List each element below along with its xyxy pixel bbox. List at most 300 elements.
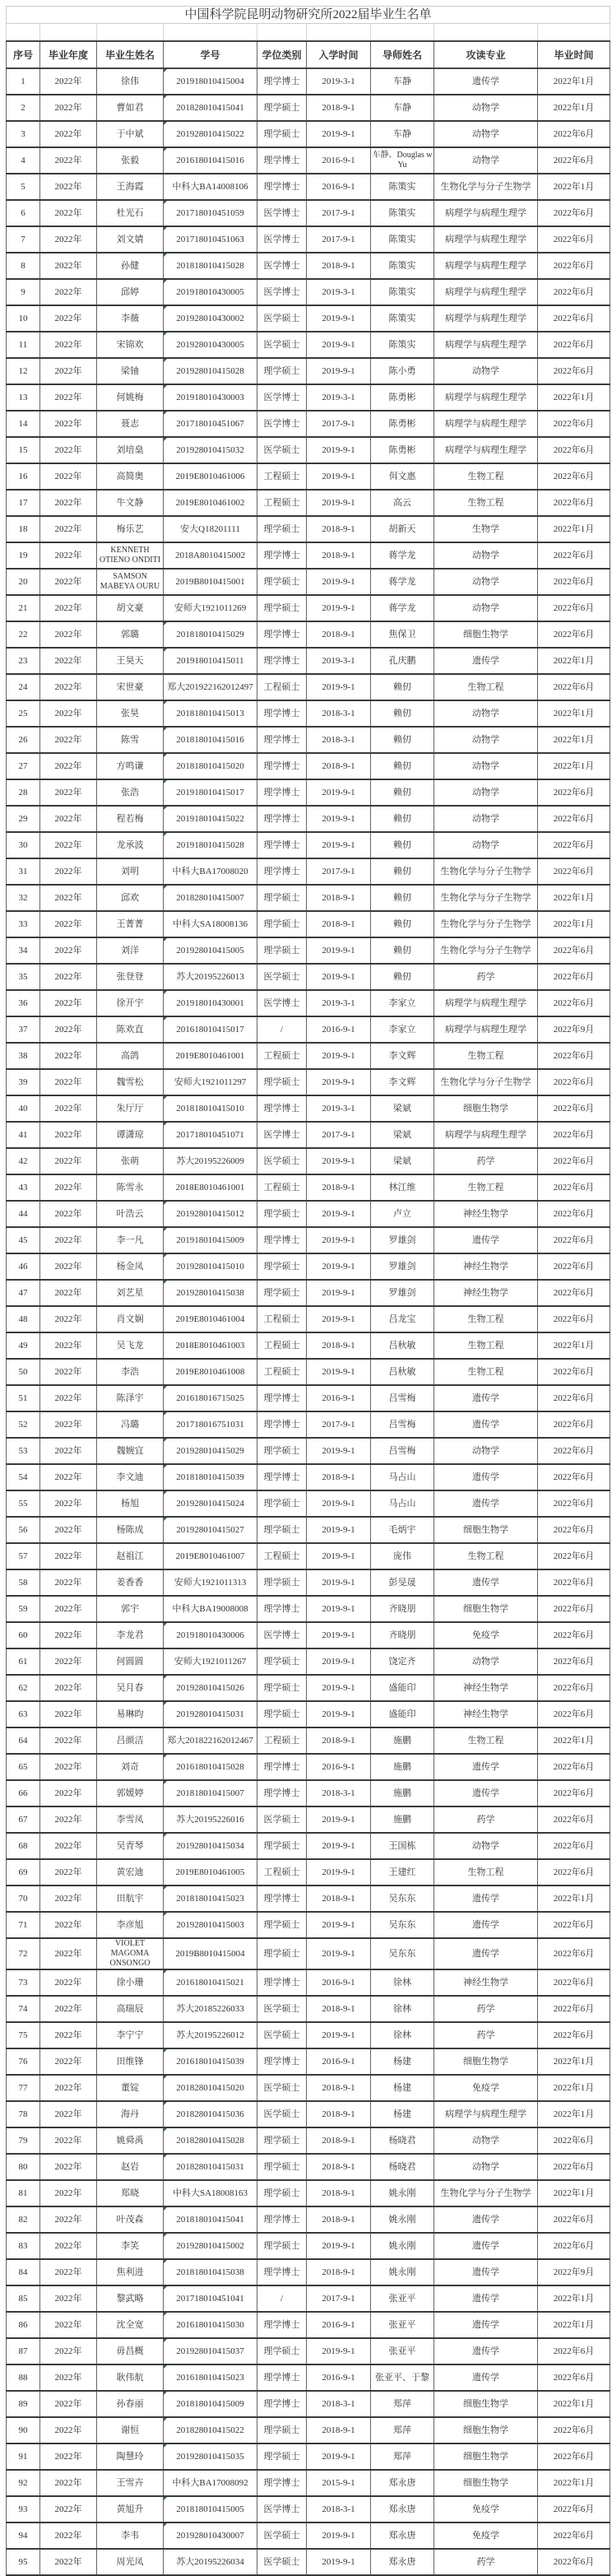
table-row	[7, 2338, 610, 2364]
header-year: 毕业年度	[40, 41, 97, 68]
cell-degree: 理学博士	[257, 2206, 307, 2233]
cell-major: 病理学与病理生理学	[434, 384, 538, 411]
cell-graduation-date: 2022年1月	[538, 753, 610, 779]
cell-entry-date: 2018-9-1	[307, 95, 371, 121]
cell-student-id: 2019E8010461008	[164, 1359, 257, 1385]
cell-year: 2022年	[40, 832, 97, 858]
cell-seq: 44	[7, 1201, 40, 1227]
cell-graduation-date: 2022年6月	[538, 2154, 610, 2180]
cell-seq: 24	[7, 674, 40, 700]
cell-student-id: 201818010415020	[164, 753, 257, 779]
cell-student-id: 2019E8010461001	[164, 1043, 257, 1069]
cell-seq: 18	[7, 516, 40, 542]
cell-advisor: 陈勇彬	[371, 437, 434, 463]
cell-degree: 理学博士	[257, 727, 307, 753]
cell-seq: 71	[7, 1912, 40, 1938]
cell-seq: 68	[7, 1833, 40, 1859]
cell-graduation-date: 2022年6月	[538, 779, 610, 806]
cell-major: 病理学与病理生理学	[434, 226, 538, 253]
cell-advisor: 车静	[371, 68, 434, 95]
cell-advisor: 盛能印	[371, 1701, 434, 1727]
cell-entry-date: 2018-9-1	[307, 2154, 371, 2180]
cell-graduation-date: 2022年6月	[538, 1543, 610, 1569]
cell-name: 于中斌	[97, 121, 164, 147]
cell-student-id: 201918010430003	[164, 384, 257, 411]
cell-year: 2022年	[40, 1490, 97, 1517]
cell-seq: 9	[7, 279, 40, 305]
cell-entry-date: 2019-9-1	[307, 2338, 371, 2364]
cell-name: 赵祖江	[97, 1543, 164, 1569]
cell-year: 2022年	[40, 1622, 97, 1648]
cell-major: 遗传学	[434, 1938, 538, 1969]
cell-year: 2022年	[40, 1754, 97, 1780]
cell-name: 高鸽	[97, 1043, 164, 1069]
cell-entry-date: 2019-9-1	[307, 1938, 371, 1969]
table-row	[7, 1517, 610, 1543]
table-row	[7, 1122, 610, 1148]
table-row	[7, 200, 610, 226]
cell-major: 动物学	[434, 2154, 538, 2180]
cell-name: 田航宇	[97, 1886, 164, 1912]
cell-student-id: 苏大20195226009	[164, 1148, 257, 1174]
cell-degree: 理学硕士	[257, 2338, 307, 2364]
cell-entry-date: 2019-9-1	[307, 1280, 371, 1306]
table-row	[7, 1622, 610, 1648]
cell-graduation-date: 2022年6月	[538, 1464, 610, 1490]
cell-degree: 理学博士	[257, 1780, 307, 1806]
table-row	[7, 1411, 610, 1438]
cell-major: 免疫学	[434, 2496, 538, 2523]
cell-entry-date: 2019-3-1	[307, 1095, 371, 1122]
cell-degree: 工程硕士	[257, 1043, 307, 1069]
cell-degree: 医学硕士	[257, 2523, 307, 2549]
cell-student-id: 郑大201822162012467	[164, 1727, 257, 1754]
cell-advisor: 赖仞	[371, 937, 434, 964]
cell-entry-date: 2019-9-1	[307, 806, 371, 832]
table-row	[7, 1148, 610, 1174]
cell-major: 动物学	[434, 358, 538, 384]
cell-major: 遗传学	[434, 2338, 538, 2364]
table-row	[7, 1886, 610, 1912]
table-row	[7, 1596, 610, 1622]
cell-major: 生物工程	[434, 1859, 538, 1886]
table-row	[7, 1996, 610, 2022]
cell-entry-date: 2017-9-1	[307, 1122, 371, 1148]
cell-advisor: 赖仞	[371, 779, 434, 806]
table-row	[7, 2022, 610, 2048]
cell-graduation-date: 2022年6月	[538, 1174, 610, 1201]
cell-graduation-date: 2022年6月	[538, 2338, 610, 2364]
cell-student-id: 201918010415004	[164, 68, 257, 95]
cell-major: 动物学	[434, 1833, 538, 1859]
cell-degree: 工程硕士	[257, 1174, 307, 1201]
cell-advisor: 林江维	[371, 1174, 434, 1201]
table-row	[7, 463, 610, 490]
cell-student-id: 201928010415028	[164, 358, 257, 384]
cell-degree: 医学硕士	[257, 2022, 307, 2048]
cell-entry-date: 2018-9-1	[307, 2127, 371, 2154]
cell-graduation-date: 2022年6月	[538, 147, 610, 174]
cell-major: 遗传学	[434, 2206, 538, 2233]
cell-name: 胡文豪	[97, 595, 164, 621]
cell-entry-date: 2018-9-1	[307, 1464, 371, 1490]
cell-name: 孙春丽	[97, 2391, 164, 2417]
cell-student-id: 安大Q18201111	[164, 516, 257, 542]
cell-name: 张昊	[97, 700, 164, 727]
cell-year: 2022年	[40, 990, 97, 1016]
cell-degree: 医学博士	[257, 411, 307, 437]
cell-year: 2022年	[40, 885, 97, 911]
cell-seq: 67	[7, 1806, 40, 1833]
cell-degree: 理学硕士	[257, 1701, 307, 1727]
cell-student-id: 201818010415010	[164, 1095, 257, 1122]
cell-seq: 77	[7, 2075, 40, 2101]
cell-advisor: 车静、Douglas w Yu	[371, 147, 434, 174]
cell-seq: 48	[7, 1306, 40, 1332]
cell-advisor: 张亚平	[371, 2338, 434, 2364]
cell-major: 免疫学	[434, 2075, 538, 2101]
cell-seq: 70	[7, 1886, 40, 1912]
cell-name: 何姚梅	[97, 384, 164, 411]
header-advisor: 导师姓名	[371, 41, 434, 68]
cell-student-id: 201818010415041	[164, 2206, 257, 2233]
cell-student-id: 201918010415009	[164, 1227, 257, 1253]
cell-major: 遗传学	[434, 1411, 538, 1438]
cell-year: 2022年	[40, 121, 97, 147]
cell-seq: 73	[7, 1969, 40, 1996]
cell-year: 2022年	[40, 2549, 97, 2575]
cell-graduation-date: 2022年1月	[538, 727, 610, 753]
cell-year: 2022年	[40, 2101, 97, 2127]
cell-advisor: 吕雪梅	[371, 1411, 434, 1438]
blank-cell	[7, 24, 40, 42]
cell-major: 动物学	[434, 700, 538, 727]
cell-degree: 医学博士	[257, 1122, 307, 1148]
cell-entry-date: 2019-9-1	[307, 569, 371, 595]
cell-seq: 6	[7, 200, 40, 226]
cell-name: 邱婷	[97, 279, 164, 305]
table-row	[7, 1095, 610, 1122]
cell-student-id: 201618010415023	[164, 2364, 257, 2391]
cell-name: 黄旭升	[97, 2496, 164, 2523]
cell-graduation-date: 2022年9月	[538, 1016, 610, 1043]
cell-name: 宋世豪	[97, 674, 164, 700]
cell-advisor: 彭旻晟	[371, 1569, 434, 1596]
cell-student-id: 安师大1921011269	[164, 595, 257, 621]
cell-graduation-date: 2022年1月	[538, 174, 610, 200]
table-row	[7, 542, 610, 569]
cell-advisor: 赖仞	[371, 911, 434, 937]
cell-graduation-date: 2022年1月	[538, 1727, 610, 1754]
cell-year: 2022年	[40, 1648, 97, 1675]
cell-entry-date: 2018-3-1	[307, 2391, 371, 2417]
cell-seq: 17	[7, 490, 40, 516]
cell-entry-date: 2019-9-1	[307, 1806, 371, 1833]
cell-name: 朱厅厅	[97, 1095, 164, 1122]
cell-year: 2022年	[40, 147, 97, 174]
cell-name: 刘培燊	[97, 437, 164, 463]
cell-entry-date: 2018-9-1	[307, 2259, 371, 2285]
cell-degree: 医学博士	[257, 384, 307, 411]
cell-year: 2022年	[40, 463, 97, 490]
cell-entry-date: 2019-3-1	[307, 384, 371, 411]
cell-year: 2022年	[40, 595, 97, 621]
cell-entry-date: 2018-9-1	[307, 2101, 371, 2127]
cell-name: 李浩	[97, 1359, 164, 1385]
cell-major: 动物学	[434, 595, 538, 621]
cell-major: 神经生物学	[434, 1701, 538, 1727]
cell-student-id: 201928010415031	[164, 1701, 257, 1727]
cell-graduation-date: 2022年6月	[538, 621, 610, 648]
cell-advisor: 陈策实	[371, 200, 434, 226]
cell-entry-date: 2019-9-1	[307, 2233, 371, 2259]
cell-advisor: 胡新天	[371, 516, 434, 542]
blank-cell	[307, 24, 371, 42]
cell-entry-date: 2019-9-1	[307, 1701, 371, 1727]
cell-year: 2022年	[40, 648, 97, 674]
cell-student-id: 201918010415011	[164, 648, 257, 674]
cell-advisor: 施鹏	[371, 1780, 434, 1806]
cell-graduation-date: 2022年6月	[538, 1912, 610, 1938]
cell-year: 2022年	[40, 1280, 97, 1306]
table-row	[7, 885, 610, 911]
cell-major: 神经生物学	[434, 1253, 538, 1280]
cell-seq: 36	[7, 990, 40, 1016]
cell-advisor: 姚永刚	[371, 2233, 434, 2259]
cell-advisor: 孔庆鹏	[371, 648, 434, 674]
cell-entry-date: 2019-9-1	[307, 1069, 371, 1095]
cell-advisor: 郑萍	[371, 2443, 434, 2470]
cell-name: 郑晓	[97, 2180, 164, 2206]
cell-year: 2022年	[40, 1043, 97, 1069]
cell-year: 2022年	[40, 2443, 97, 2470]
cell-graduation-date: 2022年6月	[538, 411, 610, 437]
cell-advisor: 施鹏	[371, 1806, 434, 1833]
cell-seq: 1	[7, 68, 40, 95]
cell-name: 黎武略	[97, 2285, 164, 2312]
cell-major: 药学	[434, 2022, 538, 2048]
cell-entry-date: 2018-9-1	[307, 1886, 371, 1912]
cell-major: 动物学	[434, 1648, 538, 1675]
cell-advisor: 郑永唐	[371, 2470, 434, 2496]
table-row	[7, 332, 610, 358]
cell-degree: 医学硕士	[257, 332, 307, 358]
cell-advisor: 赖仞	[371, 964, 434, 990]
cell-graduation-date: 2022年6月	[538, 332, 610, 358]
cell-major: 动物学	[434, 569, 538, 595]
cell-graduation-date: 2022年6月	[538, 937, 610, 964]
cell-student-id: 2018E8010461001	[164, 1174, 257, 1201]
cell-graduation-date: 2022年6月	[538, 832, 610, 858]
cell-graduation-date: 2022年6月	[538, 463, 610, 490]
table-row	[7, 1727, 610, 1754]
cell-name: SAMSON MABEYA OURU	[97, 569, 164, 595]
table-row	[7, 700, 610, 727]
cell-year: 2022年	[40, 332, 97, 358]
cell-entry-date: 2016-9-1	[307, 174, 371, 200]
cell-graduation-date: 2022年6月	[538, 1148, 610, 1174]
cell-entry-date: 2018-9-1	[307, 1996, 371, 2022]
cell-seq: 35	[7, 964, 40, 990]
cell-entry-date: 2018-9-1	[307, 516, 371, 542]
cell-student-id: 201928010415012	[164, 1201, 257, 1227]
cell-advisor: 赖仞	[371, 885, 434, 911]
cell-graduation-date: 2022年6月	[538, 2022, 610, 2048]
cell-year: 2022年	[40, 384, 97, 411]
cell-major: 病理学与病理生理学	[434, 437, 538, 463]
cell-seq: 26	[7, 727, 40, 753]
cell-student-id: 201918010415017	[164, 779, 257, 806]
cell-year: 2022年	[40, 2048, 97, 2075]
cell-year: 2022年	[40, 2206, 97, 2233]
cell-degree: 工程硕士	[257, 1859, 307, 1886]
cell-seq: 83	[7, 2233, 40, 2259]
cell-year: 2022年	[40, 437, 97, 463]
cell-advisor: 郑萍	[371, 2391, 434, 2417]
cell-entry-date: 2019-3-1	[307, 68, 371, 95]
cell-advisor: 梁斌	[371, 1148, 434, 1174]
cell-seq: 38	[7, 1043, 40, 1069]
cell-major: 遗传学	[434, 68, 538, 95]
cell-advisor: 马占山	[371, 1490, 434, 1517]
cell-name: 杨旭	[97, 1490, 164, 1517]
cell-name: 张毅	[97, 147, 164, 174]
cell-advisor: 杨建	[371, 2101, 434, 2127]
cell-year: 2022年	[40, 806, 97, 832]
cell-entry-date: 2019-9-1	[307, 674, 371, 700]
cell-entry-date: 2019-9-1	[307, 595, 371, 621]
table-row	[7, 1490, 610, 1517]
cell-degree: 医学博士	[257, 1622, 307, 1648]
cell-graduation-date: 2022年6月	[538, 2549, 610, 2575]
cell-year: 2022年	[40, 2022, 97, 2048]
cell-year: 2022年	[40, 1016, 97, 1043]
header-row	[7, 41, 610, 68]
cell-name: 李薇	[97, 305, 164, 332]
cell-entry-date: 2017-9-1	[307, 411, 371, 437]
cell-student-id: 201918010430001	[164, 990, 257, 1016]
cell-entry-date: 2019-9-1	[307, 1306, 371, 1332]
cell-degree: 工程硕士	[257, 674, 307, 700]
cell-student-id: 201918010430005	[164, 279, 257, 305]
table-row	[7, 806, 610, 832]
cell-entry-date: 2018-9-1	[307, 253, 371, 279]
table-row	[7, 779, 610, 806]
cell-seq: 89	[7, 2391, 40, 2417]
cell-entry-date: 2018-9-1	[307, 911, 371, 937]
cell-year: 2022年	[40, 2154, 97, 2180]
cell-advisor: 赖仞	[371, 727, 434, 753]
cell-degree: 医学硕士	[257, 964, 307, 990]
cell-advisor: 郑永唐	[371, 2523, 434, 2549]
cell-seq: 66	[7, 1780, 40, 1806]
cell-student-id: 201828010415020	[164, 2075, 257, 2101]
cell-advisor: 罗雄剑	[371, 1227, 434, 1253]
cell-major: 神经生物学	[434, 1201, 538, 1227]
cell-seq: 63	[7, 1701, 40, 1727]
cell-student-id: 201928010415005	[164, 937, 257, 964]
cell-student-id: 201918010415028	[164, 832, 257, 858]
cell-seq: 84	[7, 2259, 40, 2285]
cell-graduation-date: 2022年1月	[538, 2285, 610, 2312]
cell-degree: 理学博士	[257, 779, 307, 806]
cell-seq: 11	[7, 332, 40, 358]
cell-student-id: 201718010451063	[164, 226, 257, 253]
cell-advisor: 吴东东	[371, 1886, 434, 1912]
cell-major: 遗传学	[434, 1464, 538, 1490]
table-row	[7, 68, 610, 95]
cell-degree: 医学博士	[257, 990, 307, 1016]
cell-seq: 14	[7, 411, 40, 437]
cell-advisor: 陈勇彬	[371, 384, 434, 411]
cell-student-id: 2019E8010461006	[164, 463, 257, 490]
cell-name: 叶茂森	[97, 2206, 164, 2233]
cell-major: 细胞生物学	[434, 1517, 538, 1543]
table-row	[7, 411, 610, 437]
cell-year: 2022年	[40, 411, 97, 437]
cell-entry-date: 2016-9-1	[307, 2312, 371, 2338]
cell-name: 梅乐艺	[97, 516, 164, 542]
cell-graduation-date: 2022年1月	[538, 2075, 610, 2101]
blank-cell	[97, 24, 164, 42]
cell-year: 2022年	[40, 358, 97, 384]
cell-entry-date: 2018-9-1	[307, 1332, 371, 1359]
cell-year: 2022年	[40, 542, 97, 569]
cell-year: 2022年	[40, 1517, 97, 1543]
cell-student-id: 201828010415007	[164, 885, 257, 911]
cell-name: 冯璐	[97, 1411, 164, 1438]
cell-advisor: 陈策实	[371, 226, 434, 253]
cell-year: 2022年	[40, 2312, 97, 2338]
cell-advisor: 佴文惠	[371, 463, 434, 490]
cell-major: 细胞生物学	[434, 2048, 538, 2075]
cell-student-id: 201718010451067	[164, 411, 257, 437]
cell-year: 2022年	[40, 2233, 97, 2259]
cell-year: 2022年	[40, 911, 97, 937]
cell-entry-date: 2018-9-1	[307, 2075, 371, 2101]
cell-degree: 理学硕士	[257, 2443, 307, 2470]
cell-degree: 医学博士	[257, 2496, 307, 2523]
cell-degree: 理学博士	[257, 2470, 307, 2496]
cell-degree: 理学博士	[257, 1411, 307, 1438]
cell-graduation-date: 2022年1月	[538, 1332, 610, 1359]
cell-entry-date: 2019-9-1	[307, 1569, 371, 1596]
cell-entry-date: 2019-3-1	[307, 648, 371, 674]
cell-name: 陈雪	[97, 727, 164, 753]
table-row	[7, 305, 610, 332]
cell-student-id: 2018A8010415002	[164, 542, 257, 569]
cell-major: 生物化学与分子生物学	[434, 937, 538, 964]
cell-major: 神经生物学	[434, 1280, 538, 1306]
cell-major: 神经生物学	[434, 1675, 538, 1701]
cell-student-id: 201928010415024	[164, 1490, 257, 1517]
cell-degree: 理学硕士	[257, 1912, 307, 1938]
cell-name: 吕颜洁	[97, 1727, 164, 1754]
cell-degree: 理学硕士	[257, 885, 307, 911]
cell-entry-date: 2016-9-1	[307, 1385, 371, 1411]
cell-major: 生物工程	[434, 1174, 538, 1201]
cell-name: 聂志	[97, 411, 164, 437]
cell-year: 2022年	[40, 226, 97, 253]
cell-entry-date: 2019-9-1	[307, 332, 371, 358]
table-row	[7, 1174, 610, 1201]
cell-student-id: 2018E8010461003	[164, 1332, 257, 1359]
cell-student-id: 201718010451041	[164, 2285, 257, 2312]
cell-year: 2022年	[40, 1438, 97, 1464]
cell-student-id: 201618010415028	[164, 1754, 257, 1780]
cell-name: 高瑞辰	[97, 1996, 164, 2022]
cell-major: 生物工程	[434, 674, 538, 700]
